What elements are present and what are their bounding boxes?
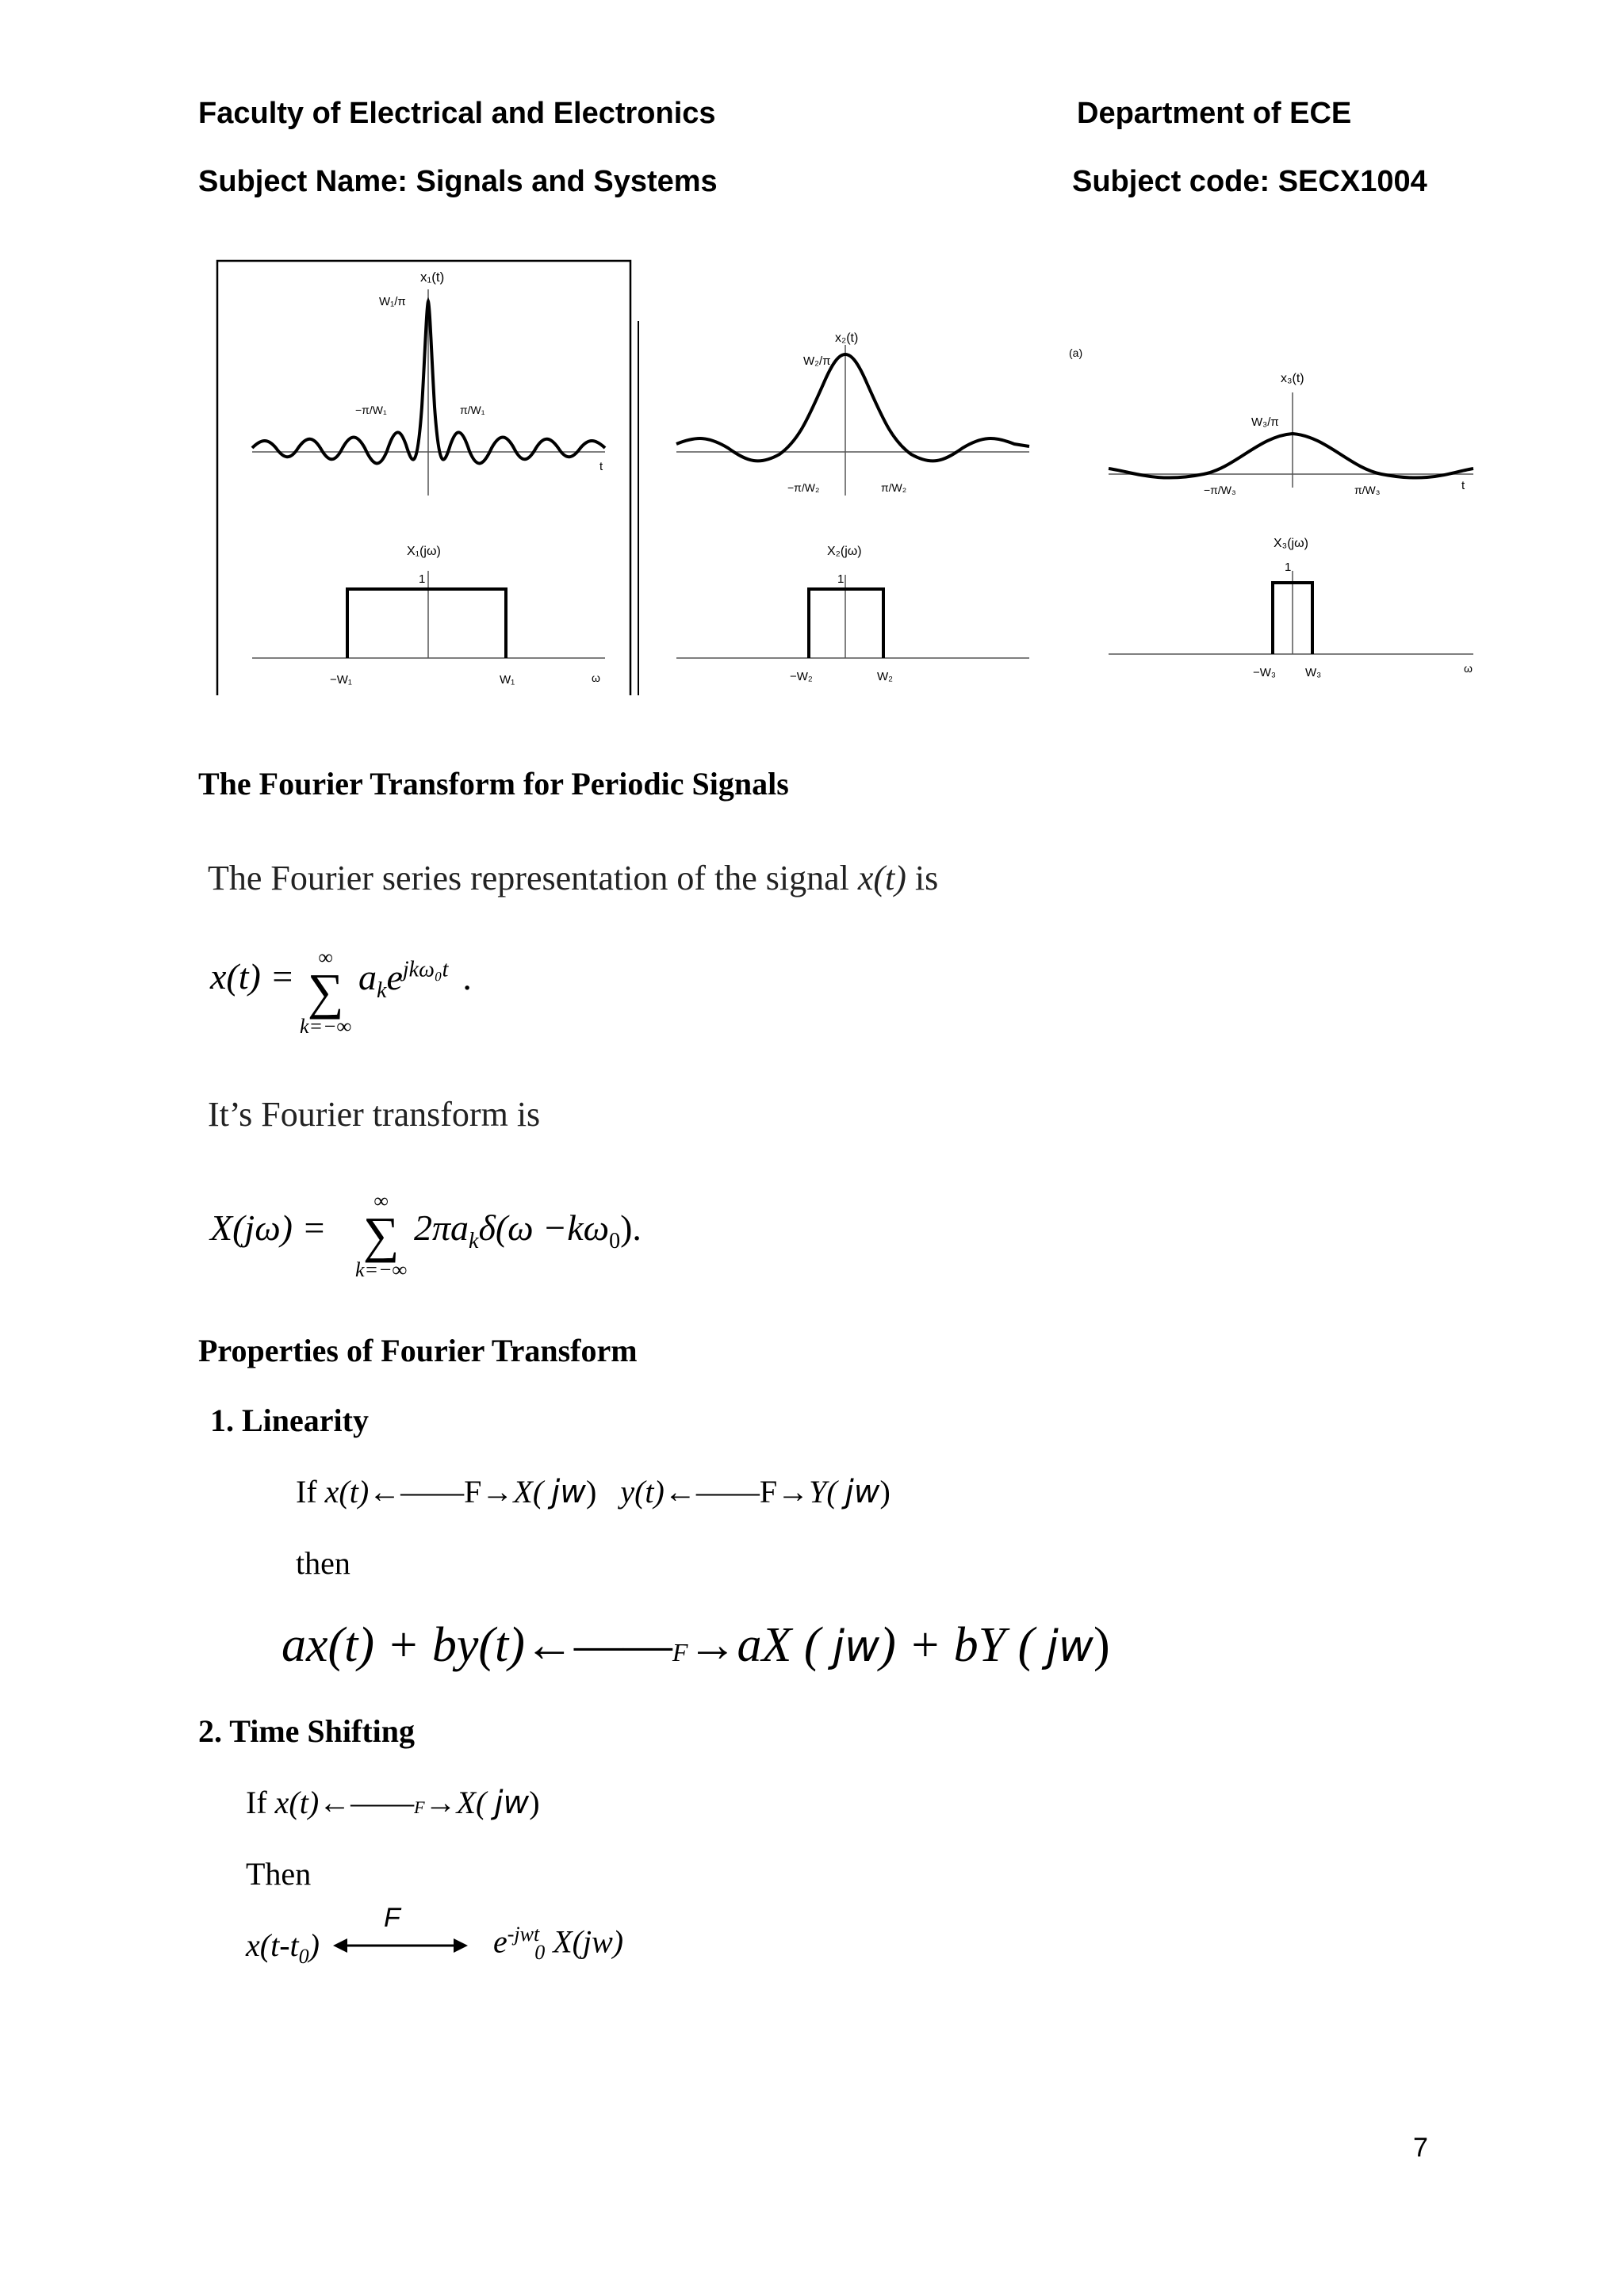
X2-height: 1	[837, 572, 845, 586]
figure-panel-2	[676, 331, 1029, 683]
x2-peak-label: W₂/π	[803, 354, 831, 368]
x3-t-axis: t	[1461, 479, 1465, 492]
sinc-curve-3	[1109, 434, 1473, 478]
X3-right-edge: W₃	[1305, 666, 1322, 679]
X2-right-edge: W₂	[877, 670, 893, 683]
x2-right-zero: π/W₂	[881, 481, 907, 494]
property-time-shifting-title: 2. Time Shifting	[198, 1713, 416, 1749]
double-arrow-icon	[333, 1936, 468, 1955]
periodic-intro: The Fourier series representation of the signal x(t) is	[208, 859, 939, 897]
time-shift-rhs: $e^{-jwt}_0$ X(jw)	[493, 1923, 624, 1965]
x3-right-zero: π/W₃	[1354, 484, 1381, 496]
fourier-series-term: $a_ke^{jk\omega_0t}$ .	[358, 957, 472, 1004]
x3-corner-label: (a)	[1069, 346, 1083, 359]
X3-left-edge: −W₃	[1253, 666, 1277, 679]
figure-panel-3	[1069, 346, 1473, 679]
X1-label: X₁(jω)	[407, 545, 441, 558]
x3-left-zero: −π/W₃	[1204, 484, 1236, 496]
fourier-pairs-figure	[213, 258, 1481, 706]
X1-w-axis: ω	[592, 672, 600, 684]
linearity-equation: ax(t) + by(t)←——F→aX ( jw) + bY ( jw)	[282, 1618, 1110, 1672]
X3-w-axis: ω	[1464, 662, 1473, 675]
x2-left-zero: −π/W₂	[787, 481, 820, 494]
linearity-condition: If x(t)←——F→X( jw) y(t)←——F→Y( jw)	[296, 1474, 891, 1510]
subject-code: Subject code: SECX1004	[1072, 165, 1427, 198]
X3-label: X₃(jω)	[1274, 537, 1308, 550]
faculty-title: Faculty of Electrical and Electronics	[198, 97, 716, 130]
x1-peak-label: W₁/π	[379, 295, 406, 308]
x3-peak-label: W₃/π	[1251, 415, 1279, 429]
time-shift-condition: If x(t)←——F→X( jw)	[246, 1785, 540, 1821]
time-shift-then: Then	[246, 1856, 312, 1892]
fourier-transform-intro: It’s Fourier transform is	[208, 1095, 541, 1134]
property-linearity-title: 1. Linearity	[210, 1402, 369, 1438]
x1-left-zero: −π/W₁	[355, 404, 387, 416]
fourier-transform-term: $2\pi a_k\delta(\omega -k\omega_0)$.	[414, 1207, 642, 1254]
x2-label: x₂(t)	[835, 331, 859, 345]
fourier-series-equation: x(t) =	[210, 955, 295, 997]
sinc-curve-2	[676, 354, 1029, 461]
rect-spectrum-2	[809, 589, 883, 658]
rect-spectrum-1	[347, 589, 506, 658]
X1-height: 1	[419, 572, 426, 586]
x1-t-axis: t	[599, 460, 603, 473]
section-title-properties: Properties of Fourier Transform	[198, 1333, 638, 1368]
section-title-periodic: The Fourier Transform for Periodic Signals	[198, 766, 789, 802]
subject-name: Subject Name: Signals and Systems	[198, 165, 718, 198]
X3-height: 1	[1285, 561, 1292, 574]
X2-left-edge: −W₂	[790, 670, 813, 683]
X2-label: X₂(jω)	[827, 545, 862, 558]
figure-panel-1	[217, 261, 638, 695]
page-number: 7	[1413, 2133, 1428, 2163]
x1-label: x₁(t)	[420, 270, 445, 285]
fourier-transform-equation: X(jω) =	[210, 1207, 327, 1248]
time-shift-lhs: $x(t-t_0)$	[246, 1927, 320, 1968]
X1-right-edge: W₁	[500, 673, 515, 687]
x1-right-zero: π/W₁	[460, 404, 485, 416]
X1-left-edge: −W₁	[330, 673, 352, 687]
x3-label: x₃(t)	[1281, 372, 1304, 385]
time-shift-F-label: F	[384, 1903, 400, 1933]
department-title: Department of ECE	[1077, 97, 1352, 130]
fourier-series-sum: ∞ ∑ k=−∞	[300, 946, 352, 1038]
fourier-transform-sum: ∞ ∑ k=−∞	[355, 1189, 408, 1281]
linearity-then: then	[296, 1545, 350, 1581]
